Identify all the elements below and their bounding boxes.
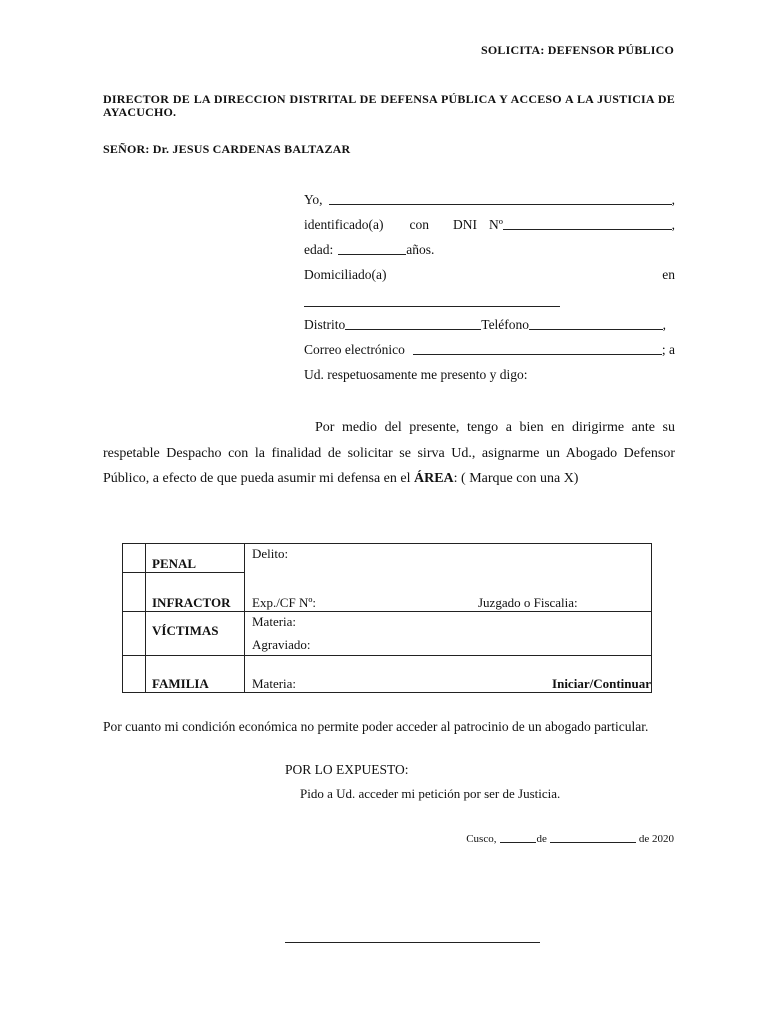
materia-familia-field: Materia:: [252, 676, 297, 691]
paragraph-part1: Por medio del presente, tengo a bien en dirigirme ante su respetable Despacho con la finalidad de solicitar se sirva Ud., asignarme un Abogado Defensor Público, a efecto de que pueda asumir mi defensa en el: [103, 420, 675, 486]
age-blank[interactable]: [338, 254, 406, 255]
area-keyword: ÁREA: [414, 471, 454, 486]
distrito-label: Distrito: [304, 317, 346, 332]
email-line: [304, 342, 675, 358]
petition-text: Pido a Ud. acceder mi petición por ser de Justicia.: [300, 786, 561, 801]
year-label: de 2020: [638, 833, 674, 845]
edad-label: edad:: [304, 242, 334, 257]
telefono-label: Teléfono: [481, 317, 530, 332]
request-paragraph: [103, 415, 675, 492]
agraviado-field: Agraviado:: [252, 637, 311, 652]
signature-line[interactable]: [285, 942, 540, 943]
exp-field: Exp./CF Nº:: [252, 595, 316, 610]
correo-label: Correo electrónico: [304, 342, 405, 357]
row-divider: [123, 655, 651, 656]
numero-label: Nº: [488, 217, 503, 232]
label-penal: PENAL: [152, 556, 197, 571]
day-blank[interactable]: [500, 842, 536, 843]
yo-label: Yo,: [304, 192, 323, 207]
checkbox-penal[interactable]: [123, 544, 145, 572]
comma: ,: [662, 317, 666, 332]
label-victimas: VÍCTIMAS: [152, 623, 219, 638]
por-lo-expuesto: POR LO EXPUESTO:: [285, 762, 409, 777]
identificado-label: identificado(a): [304, 217, 384, 232]
economic-condition-text: Por cuanto mi condición económica no permite poder acceder al patrocinio de un abogado particular.: [103, 719, 649, 734]
row-divider: [145, 572, 245, 573]
district-blank[interactable]: [345, 329, 481, 330]
saludo-text: Ud. respetuosamente me presento y digo:: [304, 367, 528, 382]
subject-line: SOLICITA: DEFENSOR PÚBLICO: [480, 43, 674, 57]
comma: ,: [671, 217, 675, 232]
paragraph-part2: : ( Marque con una X): [453, 471, 579, 486]
district-line: [304, 317, 666, 333]
email-blank[interactable]: [413, 354, 662, 355]
checkbox-column-divider: [145, 544, 146, 692]
date-line: [466, 833, 674, 845]
materia-victimas-field: Materia:: [252, 614, 297, 629]
name-line: [304, 192, 675, 208]
anos-label: años.: [406, 242, 435, 257]
semicolon-a: ; a: [661, 342, 675, 357]
dni-label: DNI: [452, 217, 477, 232]
de-label: de: [536, 833, 547, 845]
age-line: [304, 242, 434, 258]
label-column-divider: [244, 544, 245, 692]
phone-blank[interactable]: [529, 329, 663, 330]
area-table: [122, 543, 652, 693]
con-label: con: [409, 217, 429, 232]
row-divider: [123, 611, 651, 612]
checkbox-infractor[interactable]: [123, 572, 145, 611]
address-line: [304, 267, 675, 283]
label-familia: FAMILIA: [152, 676, 209, 691]
addressee-name: SEÑOR: Dr. JESUS CARDENAS BALTAZAR: [103, 142, 351, 156]
delito-field: Delito:: [252, 546, 289, 561]
name-blank[interactable]: [329, 204, 672, 205]
iniciar-continuar-label: Iniciar/Continuar: [552, 676, 651, 691]
label-infractor: INFRACTOR: [152, 595, 231, 610]
juzgado-field: Juzgado o Fiscalia:: [478, 595, 578, 610]
domiciliado-label: Domiciliado(a): [304, 267, 387, 282]
address-blank[interactable]: [304, 306, 560, 307]
addressee-title: DIRECTOR DE LA DIRECCION DISTRITAL DE DEFENSA PÚBLICA Y ACCESO A LA JUSTICIA DE AYACUCHO.: [103, 92, 675, 119]
comma: ,: [671, 192, 675, 207]
dni-blank[interactable]: [503, 229, 672, 230]
en-label: en: [662, 267, 675, 282]
cusco-label: Cusco,: [466, 833, 497, 845]
checkbox-familia[interactable]: [123, 655, 145, 693]
month-blank[interactable]: [550, 842, 636, 843]
dni-line: [304, 217, 675, 233]
checkbox-victimas[interactable]: [123, 611, 145, 655]
